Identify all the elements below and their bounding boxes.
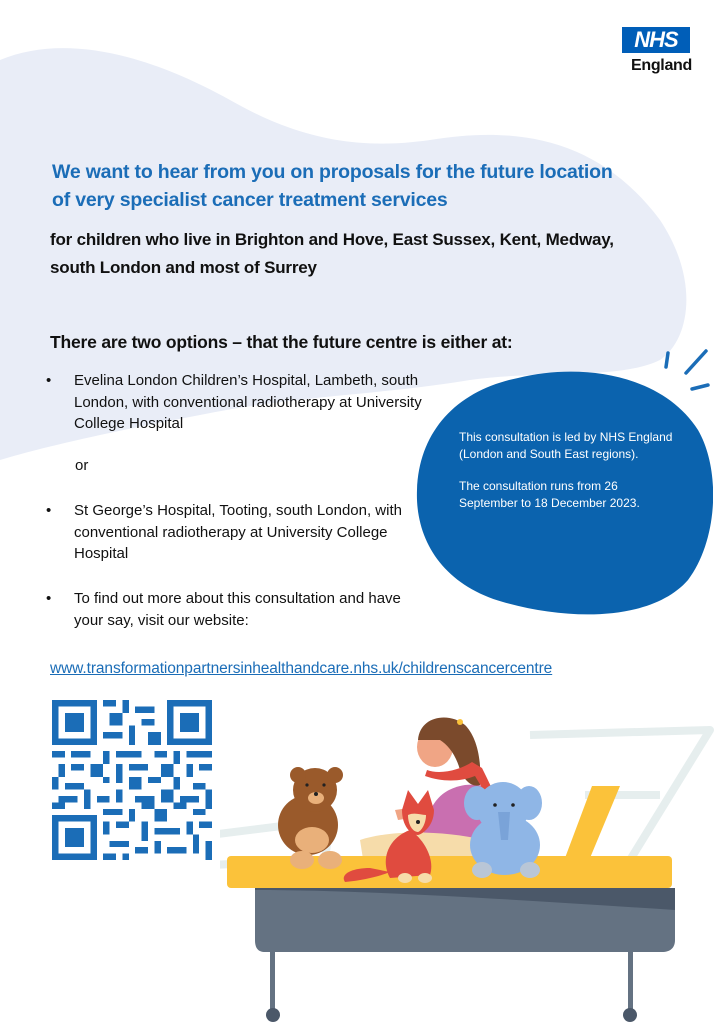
burst-lines-icon [660,345,710,395]
nhs-england-logo [620,27,692,75]
consultation-website-link[interactable]: www.transformationpartnersinhealthandcare.nhs.uk/childrenscancercentre [50,660,553,677]
bullet-icon: • [46,372,52,389]
callout-text [459,429,679,527]
find-out-more-text: To find out more about this consultation and have your say, visit our website: [74,590,401,629]
callout-led-by: This consultation is led by NHS England (London and South East regions). [459,430,673,461]
callout-dates: The consultation runs from 26 September to 18 December 2023. [459,479,640,510]
nhs-logo-subtitle: England [630,57,692,74]
option-text: Evelina London Children’s Hospital, Lambeth, south London, with conventional radiotherapy at University College Hospital [74,372,422,432]
nhs-logo-badge: NHS [622,27,690,53]
bullet-icon: • [46,502,52,519]
option-separator: or [75,457,89,474]
option-text: St George’s Hospital, Tooting, south London, with conventional radiotherapy at University College Hospital [74,502,402,562]
child-with-soft-toys-illustration [220,700,724,1024]
qr-code-icon[interactable] [52,700,212,860]
headline: We want to hear from you on proposals for the future location of very specialist cancer treatment services [52,161,613,211]
options-title: There are two options – that the future centre is either at: [50,332,513,352]
subheadline: for children who live in Brighton and Hove, East Sussex, Kent, Medway, south London and most of Surrey [50,230,614,277]
bullet-icon: • [46,590,52,607]
